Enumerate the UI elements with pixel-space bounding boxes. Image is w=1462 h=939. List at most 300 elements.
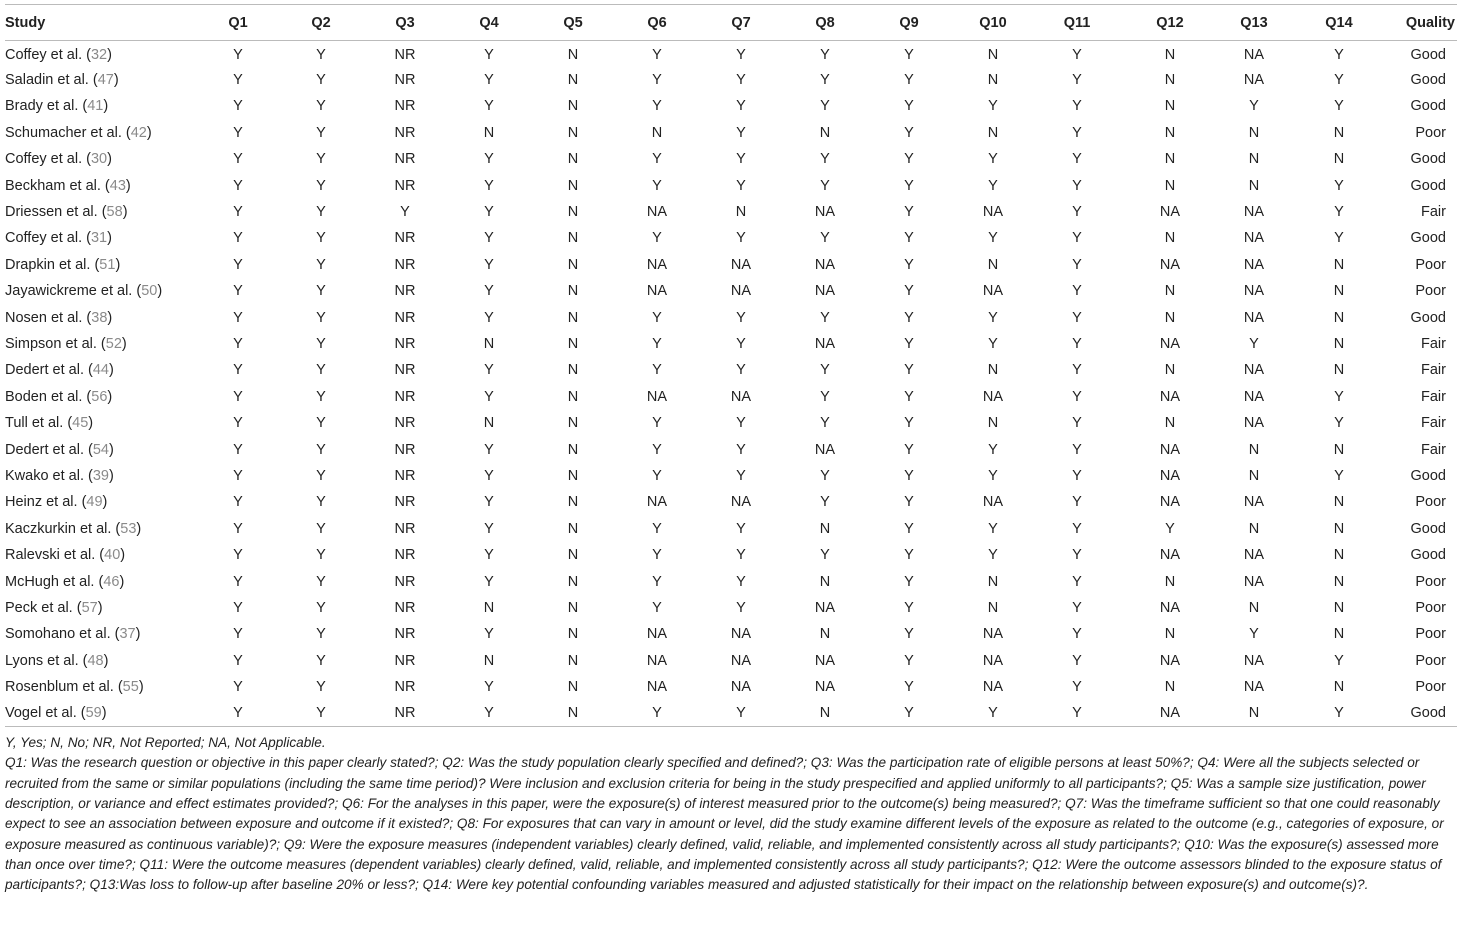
reference-close-paren: ) [107,388,113,405]
answer-cell-q6: Y [652,362,662,379]
answer-cell-q11: Y [1072,705,1082,722]
answer-cell-q14: Y [1334,204,1344,221]
answer-cell-q11: Y [1072,441,1082,458]
quality-cell: Poor [1415,283,1446,300]
answer-cell-q13: NA [1243,362,1265,379]
answer-cell-q9: Y [904,599,914,616]
column-header-q13: Q13 [1240,14,1268,31]
answer-cell-q14: N [1333,309,1345,326]
answer-cell-q12: NA [1159,599,1181,616]
quality-cell: Poor [1415,599,1446,616]
answer-cell-q6: NA [646,626,668,643]
reference-link[interactable]: 51 [99,256,116,273]
answer-cell-q6: Y [652,309,662,326]
table-row [5,331,1457,357]
answer-cell-q6: Y [652,72,662,89]
study-cell [5,120,191,146]
answer-cell-q13: NA [1243,204,1265,221]
study-name: Coffey et al. ( [5,230,91,247]
table-row [5,647,1457,673]
answer-cell-q2: Y [316,467,326,484]
study-cell [5,225,191,251]
answer-cell-q11: Y [1072,177,1082,194]
table-row [5,357,1457,383]
answer-cell-q4: Y [484,467,494,484]
answer-cell-q12: NA [1159,204,1181,221]
answer-cell-q6: Y [652,573,662,590]
answer-cell-q5: N [567,467,579,484]
answer-cell-q11: Y [1072,520,1082,537]
study-name: Beckham et al. ( [5,177,110,194]
answer-cell-q10: NA [982,283,1004,300]
answer-cell-q6: Y [652,520,662,537]
table-header [5,5,1457,41]
reference-link[interactable]: 32 [90,46,108,63]
study-cell [5,568,191,594]
answer-cell-q11: Y [1072,72,1082,89]
answer-cell-q1: Y [233,98,243,115]
reference-close-paren: ) [125,177,131,194]
reference-link[interactable]: 31 [90,230,108,247]
table-footnotes [5,733,1457,895]
answer-cell-q11: Y [1072,362,1082,379]
study-name: Dedert et al. ( [5,441,93,458]
answer-cell-q2: Y [316,679,326,696]
answer-cell-q1: Y [233,599,243,616]
answer-cell-q9: Y [904,124,914,141]
answer-cell-q10: N [987,124,999,141]
answer-cell-q12: NA [1159,441,1181,458]
quality-cell: Good [1410,467,1446,484]
quality-cell: Good [1410,520,1446,537]
answer-cell-q6: Y [652,441,662,458]
answer-cell-q9: Y [904,283,914,300]
answer-cell-q2: Y [316,705,326,722]
answer-cell-q2: Y [316,335,326,352]
study-cell [5,199,191,225]
study-name: Drapkin et al. ( [5,256,100,273]
answer-cell-q13: N [1248,441,1260,458]
answer-cell-q13: NA [1243,415,1265,432]
answer-cell-q7: Y [736,335,746,352]
reference-close-paren: ) [146,124,152,141]
answer-cell-q3: NR [394,98,416,115]
answer-cell-q8: Y [820,177,830,194]
answer-cell-q6: Y [652,230,662,247]
answer-cell-q12: NA [1159,547,1181,564]
answer-cell-q12: N [1164,46,1176,63]
answer-cell-q9: Y [904,441,914,458]
answer-cell-q3: NR [394,72,416,89]
answer-cell-q8: NA [814,652,836,669]
answer-cell-q5: N [567,72,579,89]
answer-cell-q8: Y [820,494,830,511]
table-row [5,67,1457,93]
answer-cell-q8: NA [814,599,836,616]
reference-close-paren: ) [122,204,128,221]
answer-cell-q2: Y [316,520,326,537]
reference-close-paren: ) [119,573,125,590]
quality-cell: Fair [1421,335,1446,352]
answer-cell-q8: N [819,626,831,643]
answer-cell-q5: N [567,46,579,63]
answer-cell-q13: N [1248,520,1260,537]
answer-cell-q12: N [1164,679,1176,696]
reference-link[interactable]: 50 [141,283,158,300]
answer-cell-q10: N [987,415,999,432]
answer-cell-q8: Y [820,362,830,379]
answer-cell-q3: NR [394,467,416,484]
study-cell [5,516,191,542]
reference-link[interactable]: 41 [87,98,104,115]
answer-cell-q3: NR [394,626,416,643]
reference-link[interactable]: 53 [120,520,137,537]
answer-cell-q14: Y [1334,415,1344,432]
answer-cell-q8: Y [820,230,830,247]
answer-cell-q8: Y [820,46,830,63]
reference-close-paren: ) [135,626,141,643]
study-cell [5,252,191,278]
answer-cell-q12: NA [1159,494,1181,511]
answer-cell-q7: Y [736,415,746,432]
answer-cell-q13: Y [1249,98,1259,115]
answer-cell-q14: Y [1334,46,1344,63]
answer-cell-q3: NR [394,573,416,590]
answer-cell-q4: Y [484,230,494,247]
answer-cell-q3: NR [394,494,416,511]
answer-cell-q7: NA [730,679,752,696]
study-name: Heinz et al. ( [5,494,87,511]
study-name: Vogel et al. ( [5,705,86,722]
quality-cell: Good [1410,98,1446,115]
answer-cell-q4: Y [484,547,494,564]
study-name: Driessen et al. ( [5,204,107,221]
answer-cell-q4: Y [484,388,494,405]
reference-link[interactable]: 56 [91,388,108,405]
answer-cell-q10: Y [988,467,998,484]
reference-link[interactable]: 47 [97,72,114,89]
answer-cell-q5: N [567,151,579,168]
answer-cell-q7: Y [736,98,746,115]
quality-cell: Good [1410,177,1446,194]
reference-link[interactable]: 40 [104,547,121,564]
table-row [5,278,1457,304]
table-row [5,700,1457,726]
column-header-q4: Q4 [479,14,499,31]
answer-cell-q5: N [567,309,579,326]
answer-cell-q5: N [567,283,579,300]
reference-close-paren: ) [108,441,114,458]
answer-cell-q14: N [1333,679,1345,696]
quality-cell: Poor [1415,679,1446,696]
answer-cell-q1: Y [233,46,243,63]
answer-cell-q9: Y [904,494,914,511]
quality-assessment-table [5,4,1457,727]
answer-cell-q13: N [1248,177,1260,194]
answer-cell-q3: NR [394,362,416,379]
answer-cell-q14: Y [1334,705,1344,722]
answer-cell-q1: Y [233,362,243,379]
answer-cell-q9: Y [904,705,914,722]
answer-cell-q9: Y [904,309,914,326]
answer-cell-q3: NR [394,679,416,696]
answer-cell-q8: Y [820,151,830,168]
answer-cell-q8: Y [820,309,830,326]
answer-cell-q1: Y [233,388,243,405]
answer-cell-q1: Y [233,72,243,89]
answer-cell-q5: N [567,204,579,221]
study-name: Rosenblum et al. ( [5,679,123,696]
answer-cell-q4: Y [484,573,494,590]
answer-cell-q4: Y [484,151,494,168]
answer-cell-q14: Y [1334,467,1344,484]
answer-cell-q2: Y [316,283,326,300]
answer-cell-q7: NA [730,388,752,405]
answer-cell-q11: Y [1072,335,1082,352]
answer-cell-q5: N [567,599,579,616]
quality-cell: Poor [1415,652,1446,669]
answer-cell-q4: Y [484,283,494,300]
answer-cell-q5: N [567,679,579,696]
answer-cell-q5: N [567,573,579,590]
answer-cell-q8: Y [820,388,830,405]
reference-link[interactable]: 46 [103,573,120,590]
answer-cell-q11: Y [1072,46,1082,63]
answer-cell-q9: Y [904,151,914,168]
answer-cell-q13: N [1248,467,1260,484]
answer-cell-q5: N [567,362,579,379]
answer-cell-q9: Y [904,230,914,247]
answer-cell-q7: Y [736,177,746,194]
reference-link[interactable]: 37 [119,626,136,643]
answer-cell-q11: Y [1072,309,1082,326]
answer-cell-q13: NA [1243,573,1265,590]
answer-cell-q6: NA [646,679,668,696]
answer-cell-q6: Y [652,98,662,115]
answer-cell-q9: Y [904,547,914,564]
table-row [5,410,1457,436]
answer-cell-q14: N [1333,573,1345,590]
answer-cell-q12: NA [1159,335,1181,352]
answer-cell-q1: Y [233,547,243,564]
answer-cell-q14: Y [1334,652,1344,669]
reference-link[interactable]: 55 [122,679,139,696]
answer-cell-q9: Y [904,46,914,63]
answer-cell-q3: NR [394,520,416,537]
answer-cell-q10: N [987,599,999,616]
answer-cell-q9: Y [904,335,914,352]
answer-cell-q6: Y [652,547,662,564]
answer-cell-q13: N [1248,124,1260,141]
answer-cell-q3: NR [394,46,416,63]
reference-link[interactable]: 30 [90,151,108,168]
answer-cell-q7: Y [736,520,746,537]
study-cell [5,410,191,436]
answer-cell-q3: NR [394,547,416,564]
answer-cell-q10: Y [988,520,998,537]
answer-cell-q9: Y [904,204,914,221]
answer-cell-q14: N [1333,335,1345,352]
reference-link[interactable]: 57 [81,599,98,616]
study-cell [5,595,191,621]
answer-cell-q14: Y [1334,388,1344,405]
answer-cell-q10: Y [988,441,998,458]
table-row [5,199,1457,225]
reference-close-paren: ) [103,652,109,669]
quality-cell: Good [1410,547,1446,564]
answer-cell-q6: NA [646,652,668,669]
study-cell [5,357,191,383]
quality-cell: Poor [1415,494,1446,511]
reference-link[interactable]: 44 [92,362,109,379]
table-row [5,172,1457,198]
study-cell [5,621,191,647]
answer-cell-q11: Y [1072,388,1082,405]
answer-cell-q5: N [567,177,579,194]
reference-link[interactable]: 43 [109,177,126,194]
answer-cell-q3: NR [394,705,416,722]
answer-cell-q8: NA [814,335,836,352]
study-cell [5,172,191,198]
study-name: Kwako et al. ( [5,467,93,484]
column-header-q10: Q10 [979,14,1007,31]
quality-cell: Fair [1421,204,1446,221]
answer-cell-q1: Y [233,441,243,458]
answer-cell-q4: N [483,415,495,432]
table-row [5,568,1457,594]
study-cell [5,542,191,568]
answer-cell-q3: NR [394,441,416,458]
answer-cell-q10: Y [988,705,998,722]
answer-cell-q11: Y [1072,230,1082,247]
answer-cell-q13: NA [1243,72,1265,89]
answer-cell-q13: NA [1243,547,1265,564]
reference-close-paren: ) [102,494,108,511]
answer-cell-q2: Y [316,573,326,590]
answer-cell-q3: NR [394,151,416,168]
answer-cell-q1: Y [233,335,243,352]
reference-link[interactable]: 49 [86,494,103,511]
study-cell [5,331,191,357]
answer-cell-q14: N [1333,599,1345,616]
answer-cell-q12: N [1164,124,1176,141]
reference-close-paren: ) [157,283,163,300]
answer-cell-q5: N [567,520,579,537]
reference-link[interactable]: 58 [106,204,123,221]
answer-cell-q2: Y [316,494,326,511]
answer-cell-q11: Y [1072,124,1082,141]
column-header-q1: Q1 [228,14,248,31]
table-row [5,146,1457,172]
answer-cell-q2: Y [316,230,326,247]
study-cell [5,436,191,462]
study-name: Saladin et al. ( [5,72,98,89]
answer-cell-q4: Y [484,256,494,273]
answer-cell-q14: Y [1334,230,1344,247]
answer-cell-q4: Y [484,679,494,696]
answer-cell-q13: NA [1243,309,1265,326]
answer-cell-q10: N [987,256,999,273]
answer-cell-q10: NA [982,204,1004,221]
answer-cell-q9: Y [904,415,914,432]
answer-cell-q7: Y [736,705,746,722]
answer-cell-q5: N [567,256,579,273]
answer-cell-q4: Y [484,705,494,722]
table-row [5,225,1457,251]
answer-cell-q10: NA [982,626,1004,643]
answer-cell-q10: N [987,72,999,89]
table-row [5,595,1457,621]
answer-cell-q5: N [567,547,579,564]
column-header-q2: Q2 [311,14,331,31]
answer-cell-q14: N [1333,151,1345,168]
answer-cell-q8: Y [820,98,830,115]
table-row [5,463,1457,489]
reference-link[interactable]: 38 [91,309,108,326]
reference-link[interactable]: 52 [105,335,122,352]
reference-link[interactable]: 42 [130,124,147,141]
answer-cell-q8: N [819,705,831,722]
answer-cell-q9: Y [904,652,914,669]
answer-cell-q1: Y [233,309,243,326]
answer-cell-q3: NR [394,230,416,247]
answer-cell-q1: Y [233,652,243,669]
reference-link[interactable]: 39 [92,467,109,484]
answer-cell-q7: Y [736,72,746,89]
column-header-quality: Quality [1405,14,1455,31]
answer-cell-q10: Y [988,151,998,168]
table-row [5,542,1457,568]
answer-cell-q4: Y [484,72,494,89]
answer-cell-q13: Y [1249,626,1259,643]
quality-cell: Good [1410,46,1446,63]
answer-cell-q6: Y [652,415,662,432]
answer-cell-q7: NA [730,256,752,273]
quality-cell: Good [1410,72,1446,89]
answer-cell-q11: Y [1072,599,1082,616]
answer-cell-q8: Y [820,547,830,564]
reference-close-paren: ) [108,467,114,484]
answer-cell-q11: Y [1072,652,1082,669]
answer-cell-q8: NA [814,204,836,221]
answer-cell-q2: Y [316,204,326,221]
answer-cell-q7: NA [730,626,752,643]
answer-cell-q14: Y [1334,177,1344,194]
reference-close-paren: ) [108,362,114,379]
table-row [5,41,1457,67]
answer-cell-q2: Y [316,72,326,89]
reference-link[interactable]: 45 [72,415,89,432]
answer-cell-q7: Y [736,124,746,141]
answer-cell-q10: N [987,362,999,379]
answer-cell-q13: NA [1243,230,1265,247]
answer-cell-q4: N [483,599,495,616]
answer-cell-q5: N [567,335,579,352]
reference-link[interactable]: 59 [85,705,102,722]
study-name: Peck et al. ( [5,599,82,616]
answer-cell-q13: N [1248,705,1260,722]
study-cell [5,463,191,489]
reference-link[interactable]: 48 [87,652,104,669]
answer-cell-q5: N [567,705,579,722]
answer-cell-q12: N [1164,415,1176,432]
reference-close-paren: ) [107,46,112,63]
reference-link[interactable]: 54 [92,441,109,458]
quality-cell: Poor [1415,573,1446,590]
answer-cell-q6: Y [652,335,662,352]
column-header-study: Study [5,14,46,31]
answer-cell-q5: N [567,652,579,669]
